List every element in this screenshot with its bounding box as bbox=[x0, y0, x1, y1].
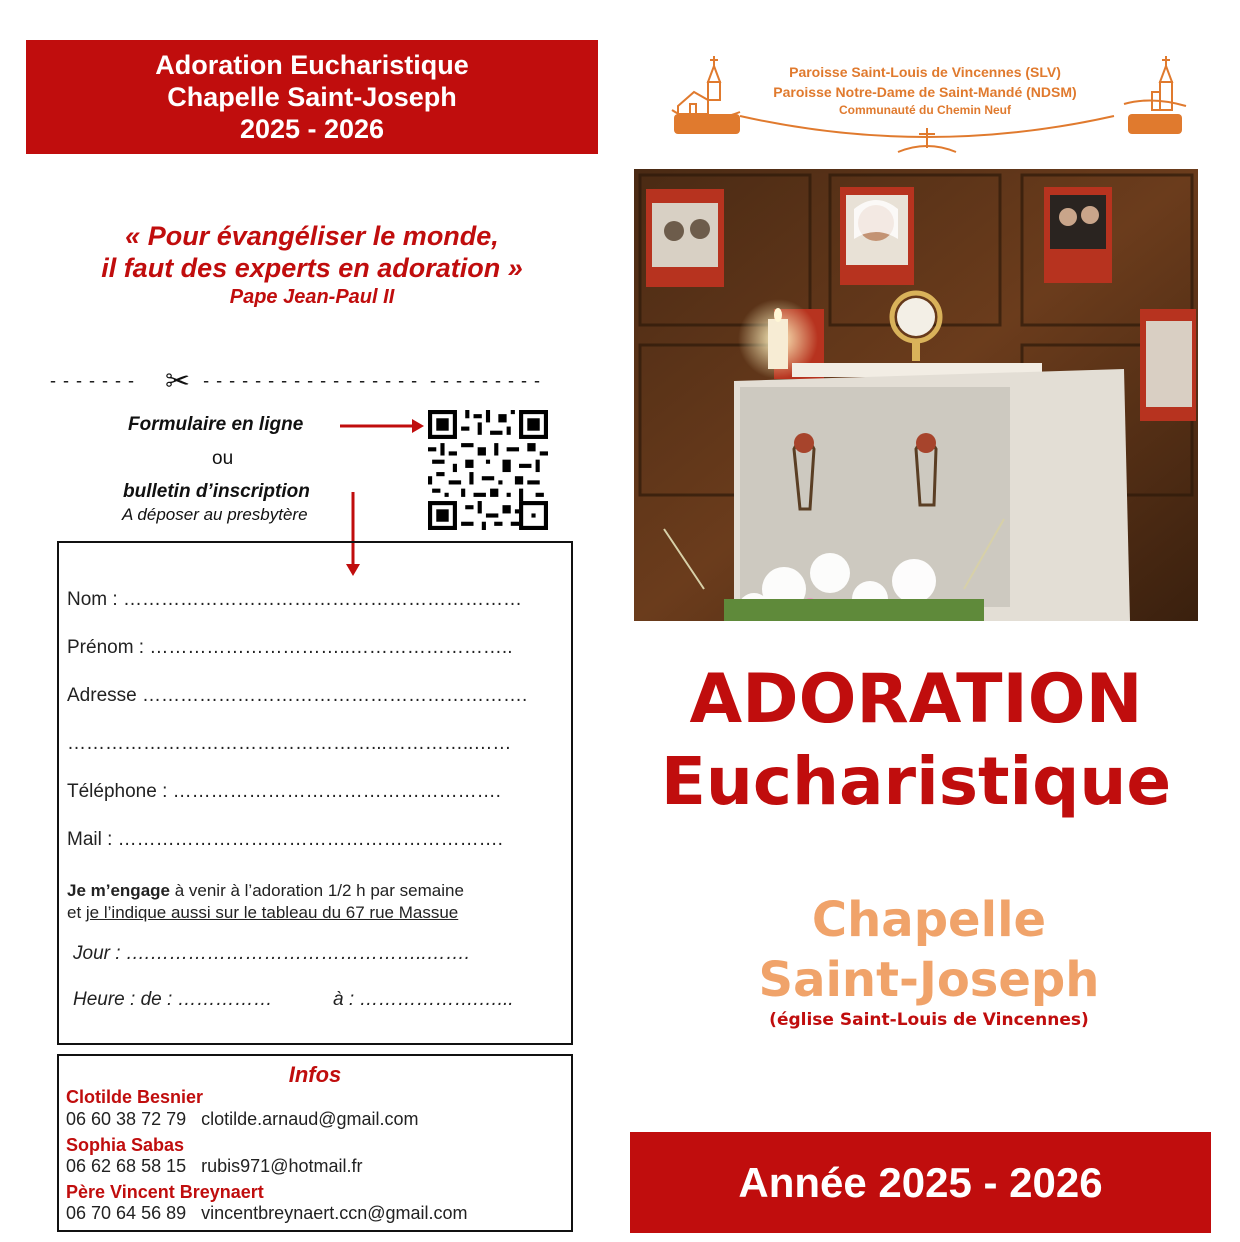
community-name: Communauté du Chemin Neuf bbox=[838, 103, 1011, 117]
commitment-prefix: et bbox=[67, 903, 86, 922]
contact-email[interactable]: rubis971@hotmail.fr bbox=[201, 1156, 363, 1176]
scissors-icon: ✂ bbox=[164, 365, 192, 398]
main-subtitle: Eucharistique bbox=[660, 743, 1172, 820]
commitment-text-2 bbox=[67, 903, 458, 923]
church-right-logo-icon bbox=[1122, 52, 1188, 136]
parish-slv: Paroisse Saint-Louis de Vincennes (SLV) bbox=[789, 64, 1061, 80]
infos-title: Infos bbox=[288, 1062, 342, 1087]
online-form-label: Formulaire en ligne bbox=[128, 414, 304, 435]
quote-line-2: il faut des experts en adoration » bbox=[101, 253, 523, 283]
day-field[interactable]: Jour : ….……………………………………..……. bbox=[73, 943, 470, 964]
prenom-field[interactable]: Prénom : …………………………..…………………….. bbox=[67, 637, 513, 658]
commitment-bold: Je m’engage bbox=[67, 881, 170, 900]
cut-dashes-left: - - - - - - - bbox=[50, 370, 135, 391]
contact-email[interactable]: vincentbreynaert.ccn@gmail.com bbox=[201, 1203, 468, 1223]
nom-field[interactable]: Nom : ……………………………………………………… bbox=[67, 589, 522, 610]
or-label: ou bbox=[212, 448, 234, 469]
hour-from-field[interactable]: Heure : de : …………… bbox=[73, 989, 273, 1010]
phone-field[interactable]: Téléphone : ……………………………………………. bbox=[67, 781, 501, 802]
parish-ndsm: Paroisse Notre-Dame de Saint-Mandé (NDSM) bbox=[773, 84, 1077, 100]
banner-years: 2025 - 2026 bbox=[239, 114, 385, 144]
hour-to-field[interactable]: à : ……………….…... bbox=[333, 989, 514, 1010]
contact-name: Père Vincent Breynaert bbox=[66, 1182, 264, 1202]
chapel-name-line-2: Saint-Joseph bbox=[758, 952, 1100, 1008]
infos-box bbox=[57, 1054, 573, 1232]
contact-line bbox=[66, 1203, 468, 1224]
logo-arc bbox=[738, 112, 1116, 156]
banner-title: Adoration Eucharistique bbox=[155, 50, 469, 80]
commitment-rest: à venir à l’adoration 1/2 h par semaine bbox=[170, 881, 464, 900]
contact-phone: 06 62 68 58 15 bbox=[66, 1156, 187, 1176]
contact-name: Sophia Sabas bbox=[66, 1135, 185, 1155]
chapel-name-line-1: Chapelle bbox=[811, 892, 1047, 948]
contact-name: Clotilde Besnier bbox=[66, 1087, 204, 1107]
address-field[interactable]: Adresse ……………………………………………………. bbox=[67, 685, 528, 706]
bulletin-label: bulletin d’inscription bbox=[123, 481, 310, 502]
chapel-altar-photo bbox=[634, 169, 1198, 621]
commitment-board-note: je l’indique aussi sur le tableau du 67 rue Massue bbox=[85, 903, 459, 922]
contact-phone: 06 70 64 56 89 bbox=[66, 1203, 187, 1223]
deposit-label: A déposer au presbytère bbox=[122, 505, 308, 524]
qr-code-icon[interactable] bbox=[428, 410, 548, 530]
address-field-line-2[interactable]: …………………………………………...…………..…… bbox=[67, 733, 512, 754]
cut-dashes-right: - - - - - - - - - - - - - - - - - - - - - - - - - - bbox=[203, 370, 542, 391]
cut-line bbox=[50, 364, 598, 398]
contact-phone: 06 60 38 72 79 bbox=[66, 1109, 187, 1129]
header-banner bbox=[26, 40, 598, 154]
contact-line bbox=[66, 1109, 419, 1130]
year-banner: Année 2025 - 2026 bbox=[630, 1132, 1211, 1233]
quote-block bbox=[26, 220, 598, 310]
chapel-location: (église Saint-Louis de Vincennes) bbox=[769, 1010, 1089, 1030]
contact-line bbox=[66, 1156, 362, 1177]
banner-subtitle: Chapelle Saint-Joseph bbox=[167, 82, 457, 112]
registration-form bbox=[57, 541, 573, 1045]
quote-line-1: « Pour évangéliser le monde, bbox=[125, 221, 499, 251]
arrow-right-icon bbox=[340, 416, 424, 436]
main-title: ADORATION bbox=[689, 660, 1143, 739]
commitment-text bbox=[67, 881, 464, 901]
quote-author: Pape Jean-Paul II bbox=[229, 286, 395, 308]
contact-email[interactable]: clotilde.arnaud@gmail.com bbox=[201, 1109, 419, 1129]
mail-field[interactable]: Mail : ……………………………………………………. bbox=[67, 829, 503, 850]
